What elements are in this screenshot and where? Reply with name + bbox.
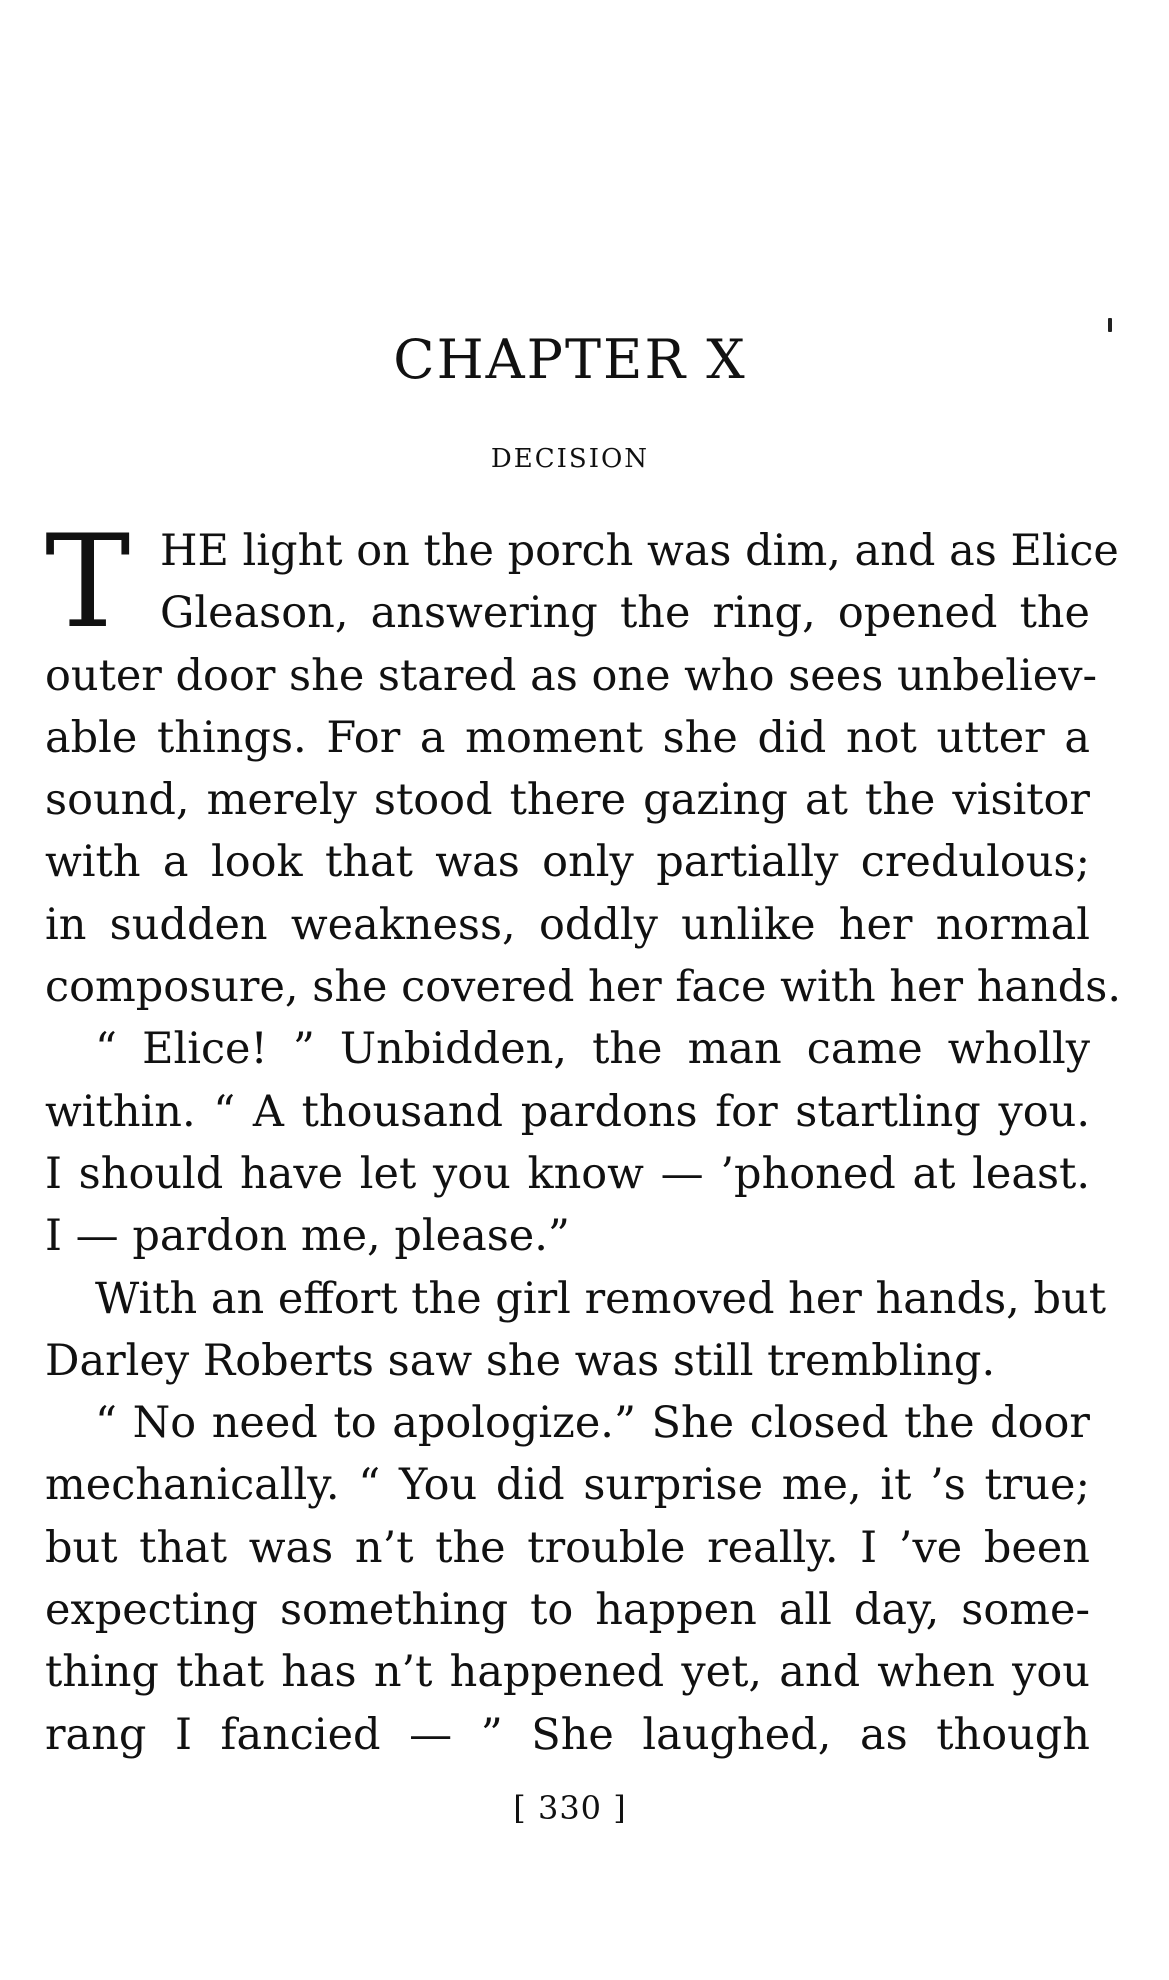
text-line: “ Elice! ” Unbidden, the man came wholly xyxy=(95,1024,1090,1075)
text-line: mechanically. “ You did surprise me, it ’s true; xyxy=(45,1460,1090,1511)
text-line: I — pardon me, please.” xyxy=(45,1211,570,1262)
text-line: in sudden weakness, oddly unlike her normal xyxy=(45,899,1090,950)
text-line: sound, merely stood there gazing at the visitor xyxy=(45,775,1090,826)
text-line: “ No need to apologize.” She closed the door xyxy=(95,1398,1090,1449)
body-text xyxy=(45,508,1122,1766)
text-line: Darley Roberts saw she was still trembling. xyxy=(45,1335,996,1386)
chapter-title: CHAPTER X xyxy=(393,328,747,391)
text-line: thing that has n’t happened yet, and when you xyxy=(45,1647,1090,1698)
text-line: composure, she covered her face with her hands. xyxy=(45,962,1122,1013)
text-line: With an effort the girl removed her hands, but xyxy=(95,1273,1106,1324)
text-line: but that was n’t the trouble really. I ’ve been xyxy=(45,1522,1090,1573)
chapter-subtitle: DECISION xyxy=(490,444,650,474)
text-line: able things. For a moment she did not utter a xyxy=(45,712,1090,763)
text-line: with a look that was only partially credulous; xyxy=(45,837,1090,888)
scan-speck xyxy=(1108,318,1112,332)
text-line: within. “ A thousand pardons for startling you. xyxy=(45,1086,1090,1137)
page-number: [ 330 ] xyxy=(513,1789,627,1827)
text-line: HE light on the porch was dim, and as Elice xyxy=(160,526,1119,576)
text-line: Gleason, answering the ring, opened the xyxy=(160,588,1090,639)
drop-cap: T xyxy=(45,508,131,657)
text-line: expecting something to happen all day, some- xyxy=(45,1585,1090,1636)
text-line: rang I fancied — ” She laughed, as though xyxy=(45,1709,1090,1760)
text-line: outer door she stared as one who sees unbeliev- xyxy=(45,650,1098,701)
text-line: I should have let you know — ’phoned at least. xyxy=(45,1148,1090,1199)
